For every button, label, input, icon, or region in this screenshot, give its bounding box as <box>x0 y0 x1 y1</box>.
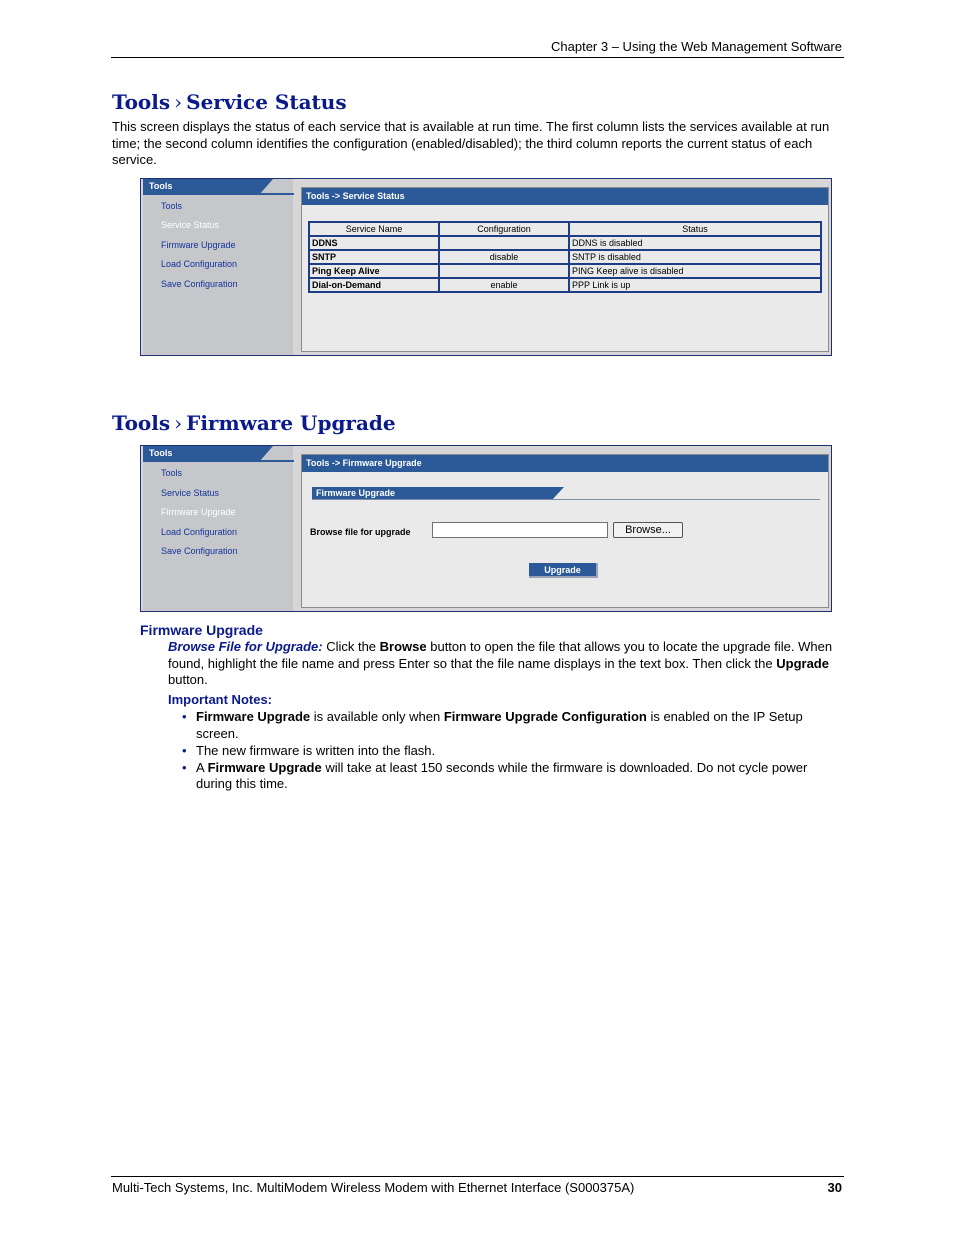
sidebar-item-firmware-upgrade[interactable]: Firmware Upgrade <box>161 507 236 517</box>
sidebar-header-rule <box>143 193 295 195</box>
sidebar-item-save-configuration[interactable]: Save Configuration <box>161 546 238 556</box>
table-row <box>309 250 821 264</box>
important-notes-heading: Important Notes: <box>168 692 272 707</box>
running-header: Chapter 3 – Using the Web Management Software <box>551 39 842 54</box>
browse-file-label: Browse file for upgrade <box>310 527 411 537</box>
sidebar-item-service-status[interactable]: Service Status <box>161 488 220 498</box>
text-run: The new firmware is written into the flash. <box>196 742 436 758</box>
main-area <box>294 179 831 355</box>
section-title-service-status <box>112 90 347 114</box>
bullet-glyph: • <box>182 759 187 775</box>
list-item <box>182 743 832 760</box>
firmware-upgrade-screenshot <box>140 445 832 612</box>
term: Firmware Upgrade <box>207 759 322 775</box>
text-run: button to open the file that allows you to locate the upgrade file. When found, highlight the file name and press Enter so that the file name displays in the text box. Then click the <box>168 639 833 671</box>
upgrade-file-input[interactable] <box>432 522 608 538</box>
browse-file-field-label: Browse File for Upgrade: <box>168 639 323 654</box>
list-item <box>182 760 832 793</box>
sidebar-item-service-status[interactable]: Service Status <box>161 220 220 230</box>
upgrade-button[interactable]: Upgrade <box>529 563 598 578</box>
title-part-service-status: Service Status <box>186 90 347 114</box>
title-part-tools: Tools <box>112 90 171 114</box>
table-row <box>309 278 821 292</box>
service-status-table <box>308 221 822 293</box>
service-status-panel <box>301 187 829 352</box>
configuration-cell <box>439 236 569 250</box>
firmware-upgrade-description <box>168 639 836 689</box>
column-header-service-name: Service Name <box>309 222 439 236</box>
bullet-glyph: • <box>182 709 187 724</box>
status-cell: PING Keep alive is disabled <box>569 264 821 278</box>
title-separator: › <box>174 90 183 114</box>
text-run: Click the <box>322 639 380 654</box>
service-name-cell: DDNS <box>309 236 439 250</box>
sidebar-item-tools[interactable]: Tools <box>161 468 183 478</box>
sidebar <box>143 179 293 355</box>
firmware-upgrade-heading: Firmware Upgrade <box>140 622 263 638</box>
table-header-row <box>309 222 821 236</box>
column-header-configuration: Configuration <box>439 222 569 236</box>
sidebar-item-load-configuration[interactable]: Load Configuration <box>161 259 238 269</box>
sidebar-header: Tools <box>143 179 259 195</box>
service-name-cell: SNTP <box>309 250 439 264</box>
table-row <box>309 236 821 250</box>
sidebar-item-tools[interactable]: Tools <box>161 201 183 211</box>
page-number: 30 <box>827 1180 842 1195</box>
status-cell: SNTP is disabled <box>569 250 821 264</box>
title-part-firmware-upgrade: Firmware Upgrade <box>186 411 396 435</box>
text-run: will take at least 150 seconds while the firmware is downloaded. Do not cycle power during this time. <box>196 759 808 791</box>
footer-rule <box>111 1176 844 1177</box>
bullet-glyph: • <box>182 742 187 758</box>
service-status-screenshot <box>140 178 832 356</box>
service-name-cell: Dial-on-Demand <box>309 278 439 292</box>
text-run: A <box>196 759 208 775</box>
browse-term: Browse <box>379 639 427 654</box>
sidebar-item-firmware-upgrade[interactable]: Firmware Upgrade <box>161 240 236 250</box>
text-run: button. <box>168 672 208 687</box>
important-notes-list <box>182 709 832 793</box>
subtab-rule <box>312 499 820 500</box>
column-header-status: Status <box>569 222 821 236</box>
sidebar-header: Tools <box>143 446 259 462</box>
service-status-description: This screen displays the status of each service that is available at run time. The first column lists the services available at run time; the second column identifies the configuration (enabled/disabled); the third column reports the current status of each service. <box>112 119 830 167</box>
configuration-cell: enable <box>439 278 569 292</box>
configuration-cell <box>439 264 569 278</box>
footer-text: Multi-Tech Systems, Inc. MultiModem Wireless Modem with Ethernet Interface (S000375A) <box>112 1180 635 1195</box>
table-row <box>309 264 821 278</box>
status-cell: DDNS is disabled <box>569 236 821 250</box>
section-title-firmware-upgrade <box>112 411 396 435</box>
sidebar-item-load-configuration[interactable]: Load Configuration <box>161 527 238 537</box>
title-separator: › <box>174 411 183 435</box>
main-area <box>294 446 831 611</box>
text-run: is available only when <box>310 709 444 724</box>
header-rule <box>111 57 844 58</box>
sidebar <box>143 446 293 611</box>
service-name-cell: Ping Keep Alive <box>309 264 439 278</box>
term: Firmware Upgrade Configuration <box>443 709 647 724</box>
term: Firmware Upgrade <box>196 709 311 724</box>
firmware-upgrade-panel <box>301 454 829 608</box>
sidebar-item-save-configuration[interactable]: Save Configuration <box>161 279 238 289</box>
firmware-upgrade-subtab: Firmware Upgrade <box>312 487 552 500</box>
list-item <box>182 709 832 742</box>
title-part-tools: Tools <box>112 411 171 435</box>
upgrade-term: Upgrade <box>776 655 829 671</box>
status-cell: PPP Link is up <box>569 278 821 292</box>
sidebar-header-rule <box>143 460 295 462</box>
text-run: is enabled on the IP Setup screen. <box>196 709 803 741</box>
configuration-cell: disable <box>439 250 569 264</box>
panel-title-bar: Tools -> Firmware Upgrade <box>302 455 828 472</box>
panel-title-bar: Tools -> Service Status <box>302 188 828 205</box>
browse-button[interactable]: Browse... <box>613 522 683 538</box>
